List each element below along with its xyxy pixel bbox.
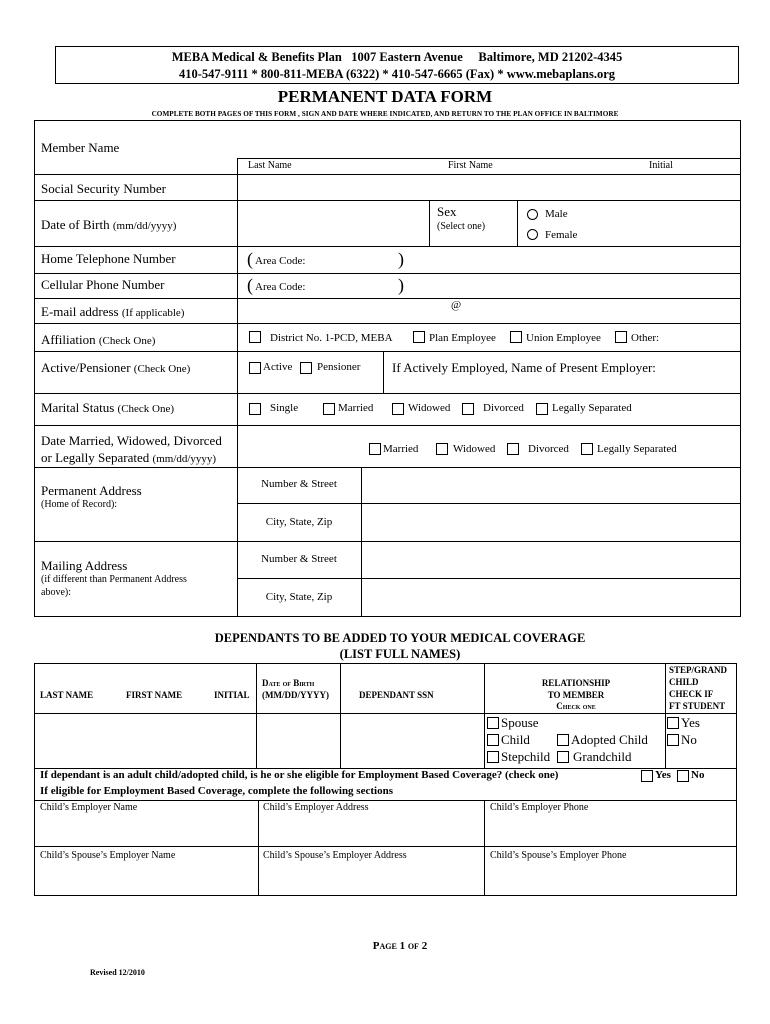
affiliation-option-plan-employee: Plan Employee [429, 332, 496, 344]
form-instructions: COMPLETE BOTH PAGES OF THIS FORM , SIGN AND DATE WHERE INDICATED, AND RETURN TO THE PLAN OFFICE IN BALTIMORE [151, 110, 619, 118]
active-pensioner-hint: (Check One) [133, 363, 191, 375]
date-married-label-line2 [41, 450, 216, 466]
col-to-member: TO MEMBER [547, 690, 605, 700]
eligibility-yes: Yes [655, 769, 671, 781]
plan-header [55, 46, 739, 84]
present-employer-field[interactable] [385, 376, 739, 392]
marital-option-legally-separated: Legally Separated [552, 402, 632, 414]
cell-area-close: ) [398, 275, 404, 295]
spouse-employer-name-label: Child’s Spouse’s Employer Name [40, 850, 176, 861]
female-label: Female [545, 229, 578, 241]
marital-checkbox-divorced[interactable] [462, 403, 474, 415]
marital-option-widowed: Widowed [408, 402, 451, 414]
mailing-address-hint-line2: above): [41, 587, 71, 598]
pensioner-option: Pensioner [317, 361, 361, 373]
affiliation-checkbox-district[interactable] [249, 331, 261, 343]
active-option: Active [263, 361, 293, 373]
sex-label: Sex [437, 204, 457, 219]
marital-status-label-text: Marital Status [41, 400, 115, 415]
mailing-address-label: Mailing Address [41, 558, 128, 573]
initial-caption: Initial [649, 160, 673, 171]
child-employer-phone-label: Child’s Employer Phone [490, 802, 589, 813]
col-relationship: RELATIONSHIP [541, 678, 611, 688]
col-ft-student: FT STUDENT [669, 701, 726, 711]
home-phone-field[interactable] [239, 248, 739, 272]
event-checkbox-divorced[interactable] [507, 443, 519, 455]
dependants-subtitle: (LIST FULL NAMES) [339, 647, 461, 661]
home-phone-label: Home Telephone Number [41, 251, 176, 266]
permanent-address-hint: (Home of Record): [41, 499, 118, 510]
spouse-employer-address-field[interactable] [260, 864, 482, 894]
child-employer-name-field[interactable] [36, 816, 256, 845]
dob-label [41, 217, 176, 233]
email-hint: (If applicable) [121, 307, 185, 319]
col-child: CHILD [669, 677, 699, 687]
affiliation-label [41, 332, 155, 348]
email-label [41, 304, 184, 320]
ft-student-checkbox-yes[interactable] [667, 717, 679, 729]
marital-checkbox-single[interactable] [249, 403, 261, 415]
mailing-city-caption: City, State, Zip [265, 591, 333, 603]
form-title: PERMANENT DATA FORM [277, 87, 493, 106]
col-dob-format: (MM/DD/YYYY) [262, 690, 329, 700]
dependant-ssn-cell[interactable] [342, 715, 482, 766]
marital-option-divorced: Divorced [483, 402, 524, 414]
active-checkbox[interactable] [249, 362, 261, 374]
home-area-code: Area Code: [255, 255, 306, 267]
relationship-spouse: Spouse [501, 715, 539, 730]
cell-phone-label: Cellular Phone Number [41, 277, 165, 292]
affiliation-checkbox-union-employee[interactable] [510, 331, 522, 343]
ft-student-no: No [681, 732, 697, 747]
mailing-address-hint-line1: (if different than Permanent Address [41, 574, 187, 585]
eligibility-checkbox-no[interactable] [677, 770, 689, 782]
pensioner-checkbox[interactable] [300, 362, 312, 374]
marital-status-hint: (Check One) [117, 403, 175, 415]
ssn-field[interactable] [239, 176, 739, 199]
relationship-checkbox-stepchild[interactable] [487, 751, 499, 763]
active-pensioner-label [41, 360, 190, 376]
plan-header-line2: 410-547-9111 * 800-811-MEBA (6322) * 410-547-6665 (Fax) * www.mebaplans.org [178, 67, 616, 81]
affiliation-option-district: District No. 1-PCD, MEBA [270, 332, 393, 344]
eligibility-question: If dependant is an adult child/adopted child, is he or she eligible for Employment Based Coverage? (check one) [40, 769, 559, 781]
child-employer-address-field[interactable] [260, 816, 482, 845]
spouse-employer-phone-label: Child’s Spouse’s Employer Phone [490, 850, 627, 861]
dependants-title: DEPENDANTS TO BE ADDED TO YOUR MEDICAL COVERAGE [214, 631, 586, 645]
col-initial: INITIAL [214, 690, 250, 700]
col-last-name: LAST NAME [40, 690, 94, 700]
dob-field[interactable] [239, 202, 427, 244]
first-name-caption: First Name [448, 160, 493, 171]
col-dependant-ssn: DEPENDANT SSN [359, 690, 434, 700]
dob-label-text: Date of Birth [41, 217, 110, 232]
male-radio[interactable] [527, 209, 538, 220]
relationship-checkbox-grandchild[interactable] [557, 751, 569, 763]
member-name-label: Member Name [41, 140, 120, 155]
date-married-field[interactable] [239, 427, 367, 466]
marital-option-married: Married [338, 402, 374, 414]
relationship-adopted-child: Adopted Child [571, 732, 648, 747]
cell-area-open: ( [247, 275, 253, 295]
female-radio[interactable] [527, 229, 538, 240]
mailing-city-field[interactable] [363, 580, 739, 616]
col-check-if: CHECK IF [669, 689, 714, 699]
dob-format: (mm/dd/yyyy) [112, 220, 177, 232]
ft-student-yes: Yes [681, 715, 700, 730]
page-number: Page 1 of 2 [372, 940, 428, 952]
permanent-city-caption: City, State, Zip [265, 516, 333, 528]
event-option-married: Married [383, 443, 419, 455]
event-option-legally-separated: Legally Separated [597, 443, 677, 455]
revision-date: Revised 12/2010 [90, 968, 145, 977]
last-name-caption: Last Name [248, 160, 292, 171]
spouse-employer-phone-field[interactable] [486, 864, 735, 894]
spouse-employer-name-field[interactable] [36, 864, 256, 894]
affiliation-label-text: Affiliation [41, 332, 96, 347]
event-checkbox-legally-separated[interactable] [581, 443, 593, 455]
home-area-close: ) [398, 249, 404, 269]
relationship-grandchild: Grandchild [573, 749, 632, 764]
relationship-child: Child [501, 732, 530, 747]
eligibility-checkbox-yes[interactable] [641, 770, 653, 782]
affiliation-checkbox-other[interactable] [615, 331, 627, 343]
date-married-label-line1: Date Married, Widowed, Divorced [41, 433, 222, 448]
marital-checkbox-legally-separated[interactable] [536, 403, 548, 415]
col-dob: Date of Birth [262, 678, 315, 688]
child-employer-address-label: Child’s Employer Address [263, 802, 369, 813]
relationship-checkbox-child[interactable] [487, 734, 499, 746]
affiliation-hint: (Check One) [98, 335, 156, 347]
member-name-field[interactable] [239, 130, 739, 157]
relationship-checkbox-spouse[interactable] [487, 717, 499, 729]
mailing-street-caption: Number & Street [261, 553, 337, 565]
col-first-name: FIRST NAME [126, 690, 183, 700]
relationship-stepchild: Stepchild [501, 749, 551, 764]
plan-header-line1: MEBA Medical & Benefits Plan 1007 Eastern Avenue Baltimore, MD 21202-4345 [171, 50, 623, 64]
cell-area-code: Area Code: [255, 281, 306, 293]
dependant-name-cell[interactable] [36, 715, 254, 766]
dependant-dob-cell[interactable] [258, 715, 338, 766]
ssn-label: Social Security Number [41, 181, 166, 196]
present-employer-label: If Actively Employed, Name of Present Employer: [392, 360, 656, 375]
date-married-label-line2-text: or Legally Separated [41, 450, 150, 465]
marital-checkbox-married[interactable] [323, 403, 335, 415]
relationship-checkbox-adopted-child[interactable] [557, 734, 569, 746]
email-label-text: E-mail address [41, 304, 119, 319]
event-option-widowed: Widowed [453, 443, 496, 455]
male-label: Male [545, 208, 568, 220]
event-checkbox-married[interactable] [369, 443, 381, 455]
child-employer-phone-field[interactable] [486, 816, 735, 845]
affiliation-option-union-employee: Union Employee [526, 332, 601, 344]
marital-status-label [41, 400, 174, 416]
home-area-open: ( [247, 249, 253, 269]
email-field[interactable] [239, 300, 739, 322]
affiliation-option-other: Other: [631, 332, 660, 344]
permanent-street-caption: Number & Street [261, 478, 337, 490]
col-check-one: Check one [556, 701, 596, 711]
permanent-city-field[interactable] [363, 505, 739, 540]
spouse-employer-address-label: Child’s Spouse’s Employer Address [263, 850, 407, 861]
eligibility-instructions: If eligible for Employment Based Coverage, complete the following sections [40, 785, 393, 797]
active-pensioner-label-text: Active/Pensioner [41, 360, 131, 375]
date-married-hint: (mm/dd/yyyy) [152, 453, 217, 465]
ft-student-checkbox-no[interactable] [667, 734, 679, 746]
mailing-street-field[interactable] [363, 543, 739, 577]
email-at-sign: @ [451, 299, 462, 311]
marital-checkbox-widowed[interactable] [392, 403, 404, 415]
eligibility-no: No [691, 769, 705, 781]
sex-hint: (Select one) [437, 221, 486, 232]
permanent-address-label: Permanent Address [41, 483, 142, 498]
event-option-divorced: Divorced [528, 443, 569, 455]
affiliation-checkbox-plan-employee[interactable] [413, 331, 425, 343]
col-step-grand: STEP/GRAND [669, 665, 728, 675]
marital-option-single: Single [270, 402, 299, 414]
permanent-street-field[interactable] [363, 469, 739, 502]
cell-phone-field[interactable] [239, 275, 739, 297]
child-employer-name-label: Child’s Employer Name [40, 802, 138, 813]
event-checkbox-widowed[interactable] [436, 443, 448, 455]
